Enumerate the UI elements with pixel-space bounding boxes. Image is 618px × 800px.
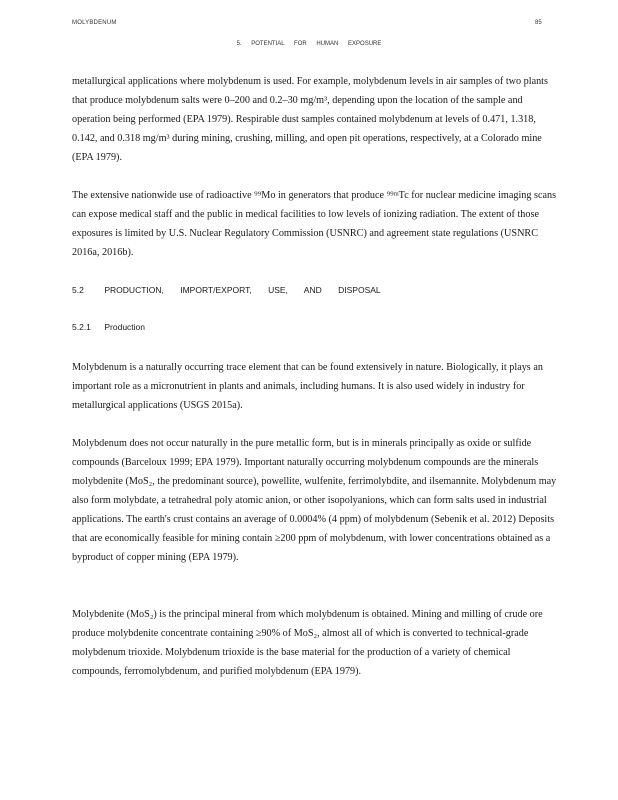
paragraph-radioactive-mo: The extensive nationwide use of radioactive ⁹⁹Mo in generators that produce ⁹⁹ᵐTc for nuclear medicine imaging scans can expose medical staff and the public in medical facilities to low levels of ionizing radiation. The extent of those exposures is limited by U.S. Nuclear Regulatory Commission (USNRC) and agreement state regulations (USNRC 2016a, 2016b). xyxy=(72,190,557,258)
subsection-number: 5.2.1 xyxy=(72,322,91,332)
paragraph-molybdenite: Molybdenite (MoS₂) is the principal mineral from which molybdenum is obtained. Mining and milling of crude ore produce molybdenite concentrate containing ≥90% of MoS₂, almost all of which is converted to technical-grade molybdenum trioxide. Molybdenum trioxide is the base material for the production of a variety of chemical compounds, ferromolybdenum, and purified molybdenum (EPA 1979). xyxy=(72,609,543,677)
section-number: 5.2 xyxy=(72,285,84,295)
page-number: 85 xyxy=(535,20,542,26)
section-heading-5-2-1 xyxy=(72,322,145,332)
chapter-header: 5. POTENTIAL FOR HUMAN EXPOSURE xyxy=(236,41,382,47)
subsection-title: Production xyxy=(104,322,146,332)
section-title: PRODUCTION, IMPORT/EXPORT, USE, AND DISPOSAL xyxy=(104,285,381,295)
paragraph-air-samples: metallurgical applications where molybdenum is used. For example, molybdenum levels in air samples of two plants that produce molybdenum salts were 0–200 and 0.2–30 mg/m³, depending upon the location of the sample and operation being performed (EPA 1979). Respirable dust samples contained molybdenum at levels of 0.471, 1.318, 0.142, and 0.318 mg/m³ during mining, crushing, milling, and open pit operations, respectively, at a Colorado mine (EPA 1979). xyxy=(72,76,548,163)
paragraph-minerals: Molybdenum does not occur naturally in the pure metallic form, but is in minerals principally as oxide or sulfide compounds (Barceloux 1999; EPA 1979). Important naturally occurring molybdenum compounds are the minerals molybdenite (MoS₂, the predominant source), powellite, wulfenite, ferrimolybdite, and ilsemannite. Molybdenum may also form molybdate, a tetrahedral poly atomic anion, or other isopolyanions, which can form salts used in industrial applications. The earth's crust contains an average of 0.0004% (4 ppm) of molybdenum (Sebenik et al. 2012) Deposits that are economically feasible for mining contain ≥200 ppm of molybdenum, with lower concentrations obtained as a byproduct of copper mining (EPA 1979). xyxy=(72,438,557,563)
running-header-title: MOLYBDENUM xyxy=(72,20,117,26)
section-heading-5-2 xyxy=(72,285,381,295)
paragraph-trace-element: Molybdenum is a naturally occurring trace element that can be found extensively in nature. Biologically, it plays an important role as a micronutrient in plants and animals, including humans. It is also used widely in industry for metallurgical applications (USGS 2015a). xyxy=(72,362,543,411)
